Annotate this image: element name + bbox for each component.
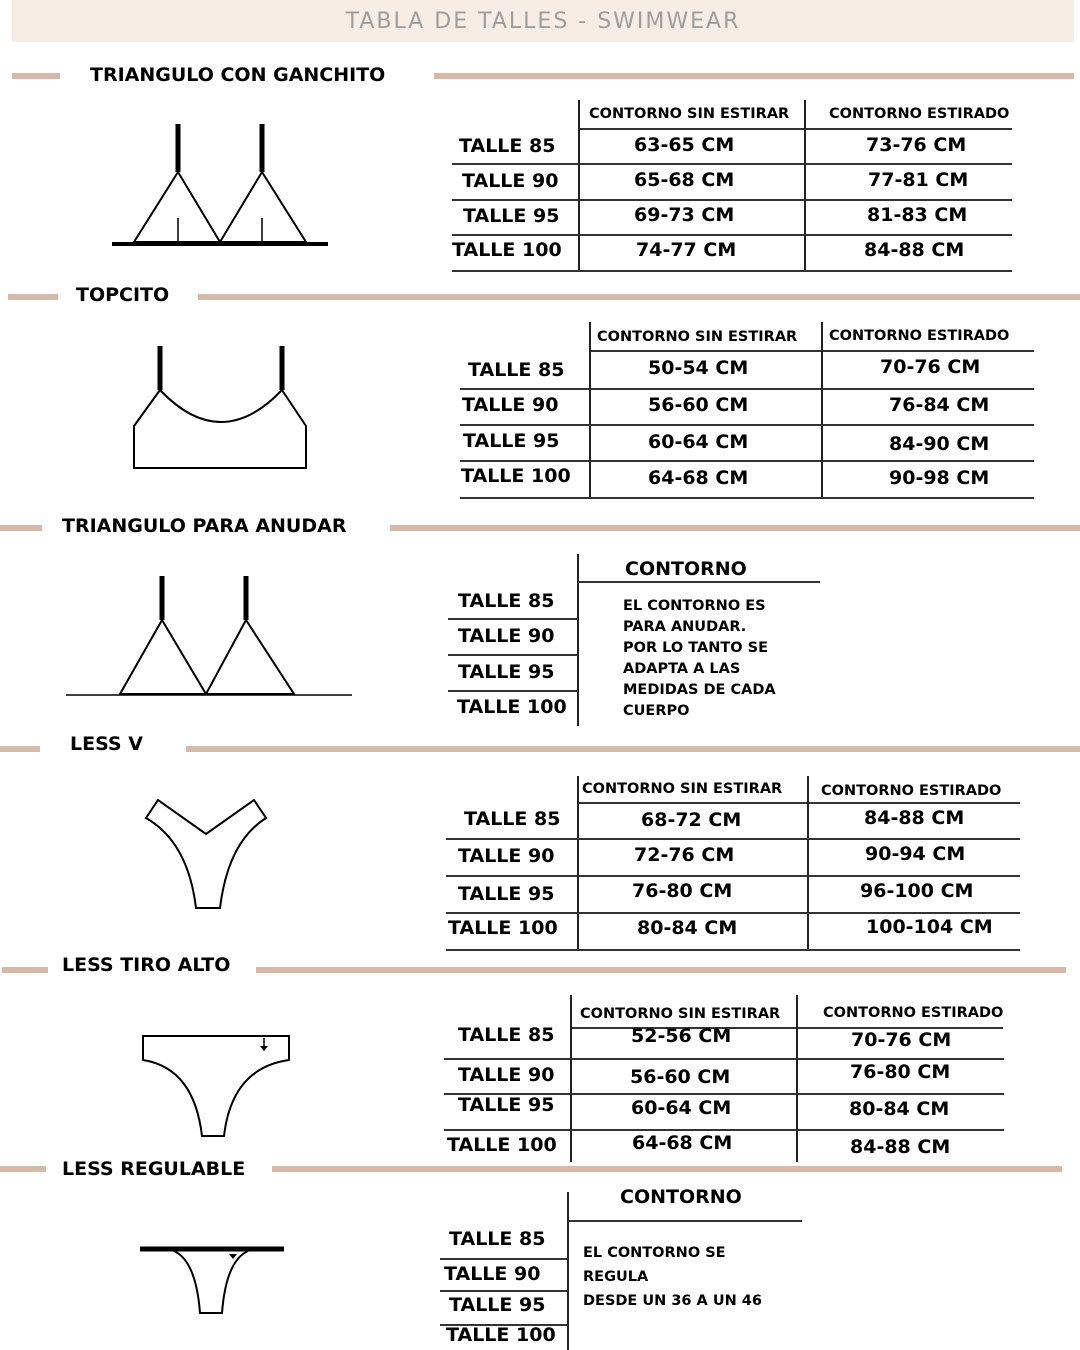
- size-label: TALLE 100: [452, 239, 562, 261]
- column-header: CONTORNO SIN ESTIRAR: [589, 106, 790, 122]
- size-label: TALLE 90: [462, 394, 559, 416]
- section-divider: [0, 525, 42, 531]
- section-title: LESS REGULABLE: [58, 1158, 249, 1180]
- table-rule: [446, 949, 1020, 951]
- section-divider: [12, 73, 60, 79]
- size-value: 100-104 CM: [866, 916, 993, 938]
- size-value: 64-68 CM: [632, 1132, 733, 1154]
- size-value: 96-100 CM: [860, 880, 974, 902]
- size-value: 80-84 CM: [637, 917, 738, 939]
- section-divider: [8, 294, 58, 300]
- size-value: 90-98 CM: [889, 467, 990, 489]
- table-rule: [578, 100, 580, 272]
- size-label: TALLE 100: [448, 917, 558, 939]
- page-title: TABLA DE TALLES - SWIMWEAR: [345, 9, 741, 34]
- column-header: CONTORNO SIN ESTIRAR: [582, 781, 783, 797]
- section-divider: [0, 1166, 46, 1172]
- size-value: 77-81 CM: [868, 169, 969, 191]
- contorno-note: [583, 1241, 762, 1313]
- section-title: LESS TIRO ALTO: [58, 954, 234, 976]
- size-label: TALLE 85: [458, 1024, 555, 1046]
- size-value: 52-56 CM: [631, 1025, 732, 1047]
- size-value: 81-83 CM: [867, 204, 968, 226]
- size-value: 84-88 CM: [864, 807, 965, 829]
- table-rule: [452, 270, 1012, 272]
- section-divider: [186, 746, 1080, 752]
- table-rule: [578, 581, 820, 583]
- column-header: CONTORNO ESTIRADO: [821, 783, 1002, 799]
- column-header: CONTORNO ESTIRADO: [829, 328, 1010, 344]
- note-line: PARA ANUDAR.: [623, 619, 747, 635]
- table-rule: [448, 690, 578, 692]
- table-rule: [452, 163, 1012, 165]
- section-title: TRIANGULO CON GANCHITO: [86, 64, 389, 86]
- note-line: REGULA: [583, 1269, 649, 1285]
- section-divider: [2, 967, 48, 973]
- table-rule: [807, 776, 809, 950]
- section-divider: [390, 525, 1080, 531]
- v-bottom-icon: [144, 798, 270, 912]
- size-value: 73-76 CM: [866, 134, 967, 156]
- table-rule: [460, 388, 1034, 390]
- size-label: TALLE 100: [446, 1324, 556, 1346]
- size-label: TALLE 95: [458, 883, 555, 905]
- size-label: TALLE 95: [458, 661, 555, 683]
- size-label: TALLE 95: [463, 205, 560, 227]
- size-value: 84-88 CM: [864, 239, 965, 261]
- note-line: ADAPTA A LAS: [623, 661, 741, 677]
- section-title: LESS V: [66, 733, 147, 755]
- size-value: 70-76 CM: [880, 356, 981, 378]
- size-label: TALLE 100: [447, 1134, 557, 1156]
- table-rule: [448, 618, 578, 620]
- page-banner: [12, 0, 1074, 42]
- table-rule: [446, 875, 1020, 877]
- table-rule: [452, 234, 1012, 236]
- table-rule: [578, 802, 1020, 804]
- size-value: 56-60 CM: [648, 394, 749, 416]
- size-value: 80-84 CM: [849, 1098, 950, 1120]
- column-header: CONTORNO: [625, 558, 747, 580]
- size-value: 74-77 CM: [636, 239, 737, 261]
- table-rule: [590, 350, 1034, 352]
- size-label: TALLE 100: [461, 465, 571, 487]
- size-value: 56-60 CM: [630, 1066, 731, 1088]
- table-rule: [446, 912, 1020, 914]
- section-title: TOPCITO: [72, 284, 173, 306]
- size-label: TALLE 85: [458, 590, 555, 612]
- size-label: TALLE 100: [457, 696, 567, 718]
- size-label: TALLE 90: [444, 1263, 541, 1285]
- note-line: MEDIDAS DE CADA: [623, 682, 776, 698]
- section-divider: [434, 73, 1074, 79]
- section-title: TRIANGULO PARA ANUDAR: [58, 515, 350, 537]
- size-value: 68-72 CM: [641, 809, 742, 831]
- column-header: CONTORNO SIN ESTIRAR: [580, 1006, 781, 1022]
- table-rule: [804, 100, 806, 272]
- size-label: TALLE 95: [458, 1094, 555, 1116]
- table-rule: [589, 322, 591, 498]
- table-rule: [578, 128, 1012, 130]
- triangle-hook-bikini-icon: [110, 120, 330, 252]
- table-rule: [796, 995, 798, 1162]
- note-line: POR LO TANTO SE: [623, 640, 768, 656]
- column-header: CONTORNO ESTIRADO: [823, 1005, 1004, 1021]
- size-value: 64-68 CM: [648, 467, 749, 489]
- size-label: TALLE 90: [458, 845, 555, 867]
- table-rule: [568, 1220, 802, 1222]
- size-label: TALLE 85: [464, 808, 561, 830]
- table-rule: [440, 1258, 568, 1260]
- table-rule: [444, 1058, 1004, 1060]
- column-header: CONTORNO ESTIRADO: [829, 106, 1010, 122]
- size-value: 69-73 CM: [634, 204, 735, 226]
- size-label: TALLE 90: [462, 170, 559, 192]
- size-value: 76-80 CM: [850, 1061, 951, 1083]
- size-value: 60-64 CM: [631, 1097, 732, 1119]
- size-value: 84-88 CM: [850, 1136, 951, 1158]
- size-value: 76-84 CM: [889, 394, 990, 416]
- column-header: CONTORNO SIN ESTIRAR: [597, 329, 798, 345]
- section-divider: [256, 967, 1066, 973]
- size-label: TALLE 85: [449, 1228, 546, 1250]
- size-value: 60-64 CM: [648, 431, 749, 453]
- size-label: TALLE 85: [468, 359, 565, 381]
- table-rule: [567, 1192, 569, 1350]
- size-label: TALLE 90: [458, 1064, 555, 1086]
- table-rule: [577, 554, 579, 726]
- size-label: TALLE 95: [449, 1294, 546, 1316]
- table-rule: [446, 838, 1020, 840]
- size-value: 90-94 CM: [865, 843, 966, 865]
- table-rule: [460, 497, 1034, 499]
- table-rule: [452, 199, 1012, 201]
- size-value: 72-76 CM: [634, 844, 735, 866]
- table-rule: [448, 654, 578, 656]
- column-header: CONTORNO: [620, 1186, 742, 1208]
- size-value: 50-54 CM: [648, 357, 749, 379]
- size-label: TALLE 85: [459, 135, 556, 157]
- table-rule: [460, 460, 1034, 462]
- note-line: CUERPO: [623, 703, 690, 719]
- note-line: DESDE UN 36 A UN 46: [583, 1293, 762, 1309]
- table-rule: [570, 995, 572, 1162]
- table-rule: [460, 424, 1034, 426]
- high-waist-bottom-icon: [140, 1034, 292, 1140]
- adjustable-bottom-icon: [138, 1243, 286, 1317]
- size-label: TALLE 95: [463, 430, 560, 452]
- table-rule: [444, 1129, 1004, 1131]
- note-line: EL CONTORNO SE: [583, 1245, 726, 1261]
- table-rule: [577, 776, 579, 950]
- size-label: TALLE 90: [458, 625, 555, 647]
- top-bikini-icon: [130, 344, 310, 472]
- tie-triangle-bikini-icon: [66, 574, 352, 698]
- size-value: 63-65 CM: [634, 134, 735, 156]
- size-value: 65-68 CM: [634, 169, 735, 191]
- table-rule: [821, 322, 823, 498]
- section-divider: [272, 1166, 1062, 1172]
- size-value: 76-80 CM: [632, 880, 733, 902]
- contorno-note: [623, 596, 776, 722]
- size-value: 70-76 CM: [851, 1029, 952, 1051]
- size-value: 84-90 CM: [889, 433, 990, 455]
- section-divider: [198, 294, 1080, 300]
- table-rule: [440, 1290, 568, 1292]
- section-divider: [0, 746, 40, 752]
- note-line: EL CONTORNO ES: [623, 598, 766, 614]
